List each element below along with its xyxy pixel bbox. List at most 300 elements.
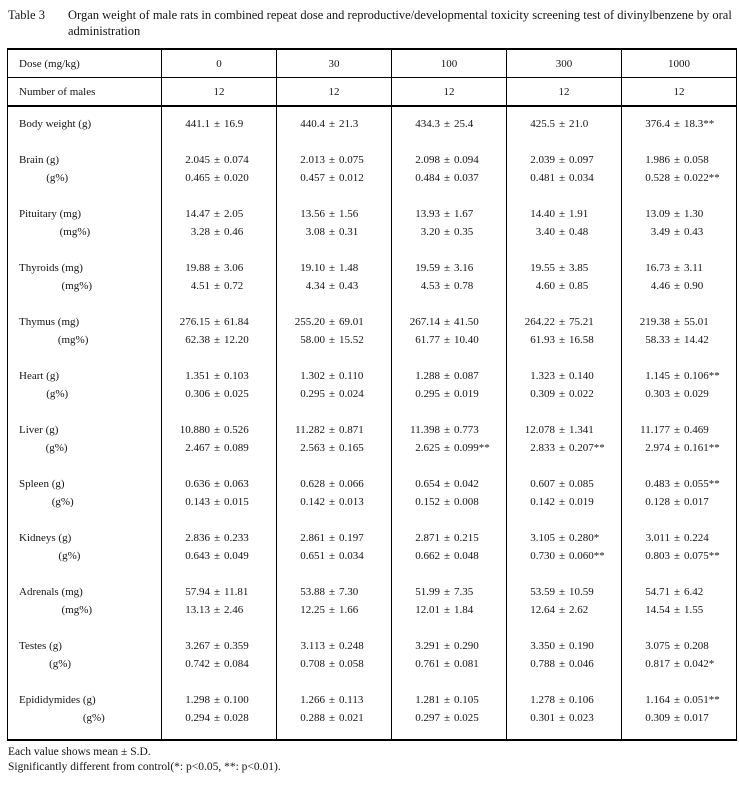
plus-minus-sign: ± [328, 118, 336, 130]
organ-row-liver [8, 421, 736, 475]
plus-minus-sign: ± [443, 226, 451, 238]
sd-value: 0.042 [454, 478, 479, 490]
value-line [277, 637, 391, 655]
value-line [162, 205, 276, 223]
value-cell [506, 475, 621, 529]
value-line [277, 331, 391, 349]
mean-value: 19.55 [530, 262, 555, 274]
sd-value: 16.58 [569, 334, 594, 346]
mean-value: 0.142 [300, 496, 325, 508]
value-line [392, 547, 506, 565]
sd-value: 25.4 [454, 118, 474, 130]
table-number: Table 3 [8, 8, 45, 22]
value-line [277, 169, 391, 187]
mean-value: 14.47 [185, 208, 210, 220]
plus-minus-sign: ± [213, 532, 221, 544]
plus-minus-sign: ± [558, 226, 566, 238]
value-cell [276, 421, 391, 475]
value-cell [276, 583, 391, 637]
value-cell [161, 313, 276, 367]
sd-value: 0.081 [454, 658, 479, 670]
mean-value: 2.974 [645, 442, 670, 454]
value-cell [391, 637, 506, 691]
plus-minus-sign: ± [328, 424, 336, 436]
value-cell [276, 313, 391, 367]
sd-value: 0.017 [684, 496, 709, 508]
organ-name: Brain (g) [19, 154, 60, 166]
sd-value: 10.40 [454, 334, 479, 346]
value-line [162, 547, 276, 565]
sd-value: 14.42 [684, 334, 709, 346]
value-cell [506, 421, 621, 475]
mean-value: 10.880 [179, 424, 210, 436]
males-count: 12 [506, 78, 621, 105]
mean-value: 13.56 [300, 208, 325, 220]
value-cell [161, 151, 276, 205]
sd-value: 0.019 [569, 496, 594, 508]
value-cell [391, 205, 506, 259]
value-line [622, 655, 736, 673]
plus-minus-sign: ± [443, 118, 451, 130]
plus-minus-sign: ± [558, 442, 566, 454]
plus-minus-sign: ± [673, 370, 681, 382]
value-line [162, 655, 276, 673]
plus-minus-sign: ± [558, 370, 566, 382]
mean-value: 264.22 [524, 316, 555, 328]
value-line [507, 709, 621, 727]
mean-value: 2.861 [300, 532, 325, 544]
sd-value: 21.3 [339, 118, 359, 130]
value-line [622, 583, 736, 601]
plus-minus-sign: ± [443, 604, 451, 616]
mean-value: 13.09 [645, 208, 670, 220]
sd-value: 0.233 [224, 532, 249, 544]
mean-value: 2.013 [300, 154, 325, 166]
plus-minus-sign: ± [328, 154, 336, 166]
dose-value: 1000 [621, 50, 736, 77]
sd-value: 0.469 [684, 424, 709, 436]
sd-value: 1.55 [684, 604, 704, 616]
sd-value: 0.161** [684, 442, 720, 454]
sd-value: 0.089 [224, 442, 249, 454]
mean-value: 0.636 [185, 478, 210, 490]
sd-value: 0.46 [224, 226, 244, 238]
sd-value: 3.06 [224, 262, 244, 274]
organ-name: Liver (g) [19, 424, 59, 436]
plus-minus-sign: ± [213, 334, 221, 346]
mean-value: 0.607 [530, 478, 555, 490]
sd-value: 0.063 [224, 478, 249, 490]
mean-value: 267.14 [409, 316, 440, 328]
value-line [392, 151, 506, 169]
value-line [277, 205, 391, 223]
sd-value: 0.207** [569, 442, 605, 454]
plus-minus-sign: ± [673, 496, 681, 508]
value-line [622, 475, 736, 493]
sd-value: 0.35 [454, 226, 474, 238]
organ-name: Thyroids (mg) [19, 262, 83, 274]
value-cell [621, 107, 736, 151]
dose-value: 0 [161, 50, 276, 77]
organ-row-spleen [8, 475, 736, 529]
mean-value: 12.64 [530, 604, 555, 616]
organ-name: Spleen (g) [19, 478, 65, 490]
dose-value: 100 [391, 50, 506, 77]
mean-value: 53.59 [530, 586, 555, 598]
plus-minus-sign: ± [213, 370, 221, 382]
organ-name: Epididymides (g) [19, 694, 96, 706]
plus-minus-sign: ± [443, 712, 451, 724]
mean-value: 0.301 [530, 712, 555, 724]
sd-value: 0.058 [339, 658, 364, 670]
sd-value: 15.52 [339, 334, 364, 346]
organ-label-cell [8, 475, 161, 529]
sd-value: 1.84 [454, 604, 474, 616]
plus-minus-sign: ± [443, 586, 451, 598]
value-line [392, 583, 506, 601]
sd-value: 1.56 [339, 208, 359, 220]
organ-pct-label [19, 223, 161, 241]
value-line [507, 421, 621, 439]
mean-value: 0.295 [415, 388, 440, 400]
organ-pct-label [19, 709, 161, 727]
value-cell [621, 313, 736, 367]
plus-minus-sign: ± [328, 172, 336, 184]
sd-value: 3.11 [684, 262, 703, 274]
plus-minus-sign: ± [328, 658, 336, 670]
organ-pct-label [19, 601, 161, 619]
sd-value: 0.43 [339, 280, 359, 292]
sd-value: 7.35 [454, 586, 474, 598]
value-line [162, 493, 276, 511]
value-line [507, 601, 621, 619]
mean-value: 12.01 [415, 604, 440, 616]
plus-minus-sign: ± [213, 154, 221, 166]
plus-minus-sign: ± [213, 208, 221, 220]
sd-value: 16.9 [224, 118, 244, 130]
value-line [392, 277, 506, 295]
sd-value: 21.0 [569, 118, 589, 130]
organ-label-cell [8, 421, 161, 475]
mean-value: 0.309 [645, 712, 670, 724]
value-line [507, 313, 621, 331]
mean-value: 61.77 [415, 334, 440, 346]
sd-value: 0.021 [339, 712, 364, 724]
plus-minus-sign: ± [673, 442, 681, 454]
sd-value: 0.097 [569, 154, 594, 166]
mean-value: 1.986 [645, 154, 670, 166]
table-title-text: Organ weight of male rats in combined repeat dose and reproductive/developmental toxicity screening test of divinylbenzene by oral administration [68, 8, 732, 38]
mean-value: 19.10 [300, 262, 325, 274]
sd-value: 0.075** [684, 550, 720, 562]
value-cell [391, 691, 506, 739]
plus-minus-sign: ± [558, 658, 566, 670]
value-cell [391, 421, 506, 475]
plus-minus-sign: ± [443, 262, 451, 274]
organ-name: Body weight (g) [19, 118, 92, 130]
sd-value: 18.3** [684, 118, 715, 130]
value-line [277, 439, 391, 457]
value-line [162, 691, 276, 709]
value-line [277, 313, 391, 331]
mean-value: 58.00 [300, 334, 325, 346]
sd-value: 0.084 [224, 658, 249, 670]
mean-value: 11.177 [640, 424, 670, 436]
value-line [507, 529, 621, 547]
mean-value: 0.306 [185, 388, 210, 400]
value-cell [391, 367, 506, 421]
value-line [277, 385, 391, 403]
mean-value: 0.288 [300, 712, 325, 724]
organ-label-cell [8, 107, 161, 151]
sd-value: 0.022 [569, 388, 594, 400]
value-line [507, 205, 621, 223]
plus-minus-sign: ± [213, 388, 221, 400]
mean-value: 1.351 [185, 370, 210, 382]
sd-value: 0.042* [684, 658, 715, 670]
plus-minus-sign: ± [443, 172, 451, 184]
plus-minus-sign: ± [558, 154, 566, 166]
mean-value: 2.098 [415, 154, 440, 166]
mean-value: 13.93 [415, 208, 440, 220]
value-line [392, 367, 506, 385]
sd-value: 0.060** [569, 550, 605, 562]
sd-value: 41.50 [454, 316, 479, 328]
plus-minus-sign: ± [213, 586, 221, 598]
sd-value: 0.094 [454, 154, 479, 166]
mean-value: 0.528 [645, 172, 670, 184]
mean-value: 0.788 [530, 658, 555, 670]
value-cell [276, 205, 391, 259]
mean-value: 3.350 [530, 640, 555, 652]
value-cell [506, 205, 621, 259]
plus-minus-sign: ± [673, 172, 681, 184]
sd-value: 0.31 [339, 226, 359, 238]
mean-value: 1.298 [185, 694, 210, 706]
plus-minus-sign: ± [328, 712, 336, 724]
mean-value: 376.4 [645, 118, 670, 130]
organ-row-thyroids [8, 259, 736, 313]
mean-value: 14.40 [530, 208, 555, 220]
plus-minus-sign: ± [328, 370, 336, 382]
sd-value: 0.046 [569, 658, 594, 670]
males-header-row [8, 78, 736, 107]
value-line [162, 439, 276, 457]
value-line [507, 151, 621, 169]
value-cell [621, 475, 736, 529]
sd-value: 0.034 [339, 550, 364, 562]
plus-minus-sign: ± [558, 586, 566, 598]
pct-unit: (mg%) [61, 280, 93, 292]
value-line [277, 583, 391, 601]
organ-name: Kidneys (g) [19, 532, 72, 544]
value-line [392, 259, 506, 277]
mean-value: 4.51 [190, 280, 210, 292]
mean-value: 4.46 [650, 280, 670, 292]
mean-value: 0.297 [415, 712, 440, 724]
mean-value: 54.71 [645, 586, 670, 598]
value-line [622, 529, 736, 547]
mean-value: 0.143 [185, 496, 210, 508]
value-line [622, 115, 736, 133]
mean-value: 1.288 [415, 370, 440, 382]
value-line [277, 475, 391, 493]
value-line [162, 313, 276, 331]
organ-row-heart [8, 367, 736, 421]
value-line [507, 547, 621, 565]
value-line [277, 277, 391, 295]
plus-minus-sign: ± [673, 208, 681, 220]
value-cell [161, 205, 276, 259]
sd-value: 0.100 [224, 694, 249, 706]
sd-value: 0.526 [224, 424, 249, 436]
value-cell [621, 529, 736, 583]
plus-minus-sign: ± [213, 658, 221, 670]
plus-minus-sign: ± [213, 640, 221, 652]
mean-value: 276.15 [179, 316, 210, 328]
mean-value: 3.20 [420, 226, 440, 238]
sd-value: 0.025 [224, 388, 249, 400]
value-line [162, 331, 276, 349]
sd-value: 0.48 [569, 226, 589, 238]
value-line [162, 709, 276, 727]
plus-minus-sign: ± [673, 280, 681, 292]
sd-value: 0.280* [569, 532, 600, 544]
sd-value: 1.66 [339, 604, 359, 616]
plus-minus-sign: ± [558, 118, 566, 130]
sd-value: 2.62 [569, 604, 589, 616]
sd-value: 0.290 [454, 640, 479, 652]
pct-unit: (g%) [51, 496, 74, 508]
plus-minus-sign: ± [673, 604, 681, 616]
sd-value: 0.029 [684, 388, 709, 400]
organ-label-cell [8, 151, 161, 205]
sd-value: 61.84 [224, 316, 249, 328]
sd-value: 0.058 [684, 154, 709, 166]
plus-minus-sign: ± [328, 532, 336, 544]
value-line [277, 601, 391, 619]
mean-value: 3.113 [300, 640, 325, 652]
sd-value: 1.91 [569, 208, 589, 220]
mean-value: 58.33 [645, 334, 670, 346]
mean-value: 4.34 [305, 280, 325, 292]
value-line [622, 709, 736, 727]
value-cell [506, 313, 621, 367]
mean-value: 62.38 [185, 334, 210, 346]
value-line [622, 547, 736, 565]
value-line [507, 475, 621, 493]
mean-value: 219.38 [639, 316, 670, 328]
sd-value: 55.01 [684, 316, 709, 328]
value-line [622, 493, 736, 511]
value-line [392, 169, 506, 187]
value-line [622, 205, 736, 223]
sd-value: 1.30 [684, 208, 704, 220]
mean-value: 13.13 [185, 604, 210, 616]
sd-value: 7.30 [339, 586, 359, 598]
plus-minus-sign: ± [673, 712, 681, 724]
value-line [392, 439, 506, 457]
sd-value: 0.224 [684, 532, 709, 544]
plus-minus-sign: ± [443, 640, 451, 652]
value-line [162, 259, 276, 277]
value-line [277, 151, 391, 169]
pct-unit: (mg%) [57, 334, 89, 346]
sd-value: 3.16 [454, 262, 474, 274]
plus-minus-sign: ± [328, 262, 336, 274]
value-cell [621, 637, 736, 691]
value-line [277, 115, 391, 133]
plus-minus-sign: ± [328, 550, 336, 562]
organ-label-cell [8, 259, 161, 313]
sd-value: 0.165 [339, 442, 364, 454]
value-line [162, 151, 276, 169]
sd-value: 0.099** [454, 442, 490, 454]
value-line [622, 637, 736, 655]
sd-value: 10.59 [569, 586, 594, 598]
value-line [392, 601, 506, 619]
sd-value: 0.015 [224, 496, 249, 508]
value-cell [391, 583, 506, 637]
value-line [507, 331, 621, 349]
mean-value: 0.483 [645, 478, 670, 490]
value-cell [276, 151, 391, 205]
sd-value: 0.90 [684, 280, 704, 292]
plus-minus-sign: ± [673, 262, 681, 274]
value-line [392, 421, 506, 439]
sd-value: 0.048 [454, 550, 479, 562]
value-line [277, 367, 391, 385]
value-line [622, 691, 736, 709]
plus-minus-sign: ± [213, 694, 221, 706]
pct-unit: (g%) [46, 172, 69, 184]
mean-value: 0.457 [300, 172, 325, 184]
pct-unit: (g%) [45, 442, 68, 454]
dose-header-label: Dose (mg/kg) [19, 57, 80, 70]
plus-minus-sign: ± [443, 694, 451, 706]
plus-minus-sign: ± [673, 658, 681, 670]
mean-value: 19.59 [415, 262, 440, 274]
value-cell [276, 637, 391, 691]
plus-minus-sign: ± [443, 442, 451, 454]
sd-value: 0.023 [569, 712, 594, 724]
mean-value: 0.708 [300, 658, 325, 670]
value-line [392, 115, 506, 133]
organ-row-epididymides [8, 691, 736, 739]
plus-minus-sign: ± [213, 424, 221, 436]
sd-value: 0.113 [339, 694, 364, 706]
organ-pct-label [19, 439, 161, 457]
value-line [507, 691, 621, 709]
plus-minus-sign: ± [673, 586, 681, 598]
pct-unit: (g%) [82, 712, 105, 724]
plus-minus-sign: ± [673, 388, 681, 400]
plus-minus-sign: ± [213, 550, 221, 562]
mean-value: 441.1 [185, 118, 210, 130]
mean-value: 0.817 [645, 658, 670, 670]
plus-minus-sign: ± [673, 334, 681, 346]
mean-value: 2.467 [185, 442, 210, 454]
value-line [162, 367, 276, 385]
value-line [507, 655, 621, 673]
plus-minus-sign: ± [443, 496, 451, 508]
value-line [622, 223, 736, 241]
sd-value: 0.049 [224, 550, 249, 562]
mean-value: 19.88 [185, 262, 210, 274]
males-count: 12 [391, 78, 506, 105]
value-cell [621, 583, 736, 637]
paper-page [0, 7, 739, 791]
